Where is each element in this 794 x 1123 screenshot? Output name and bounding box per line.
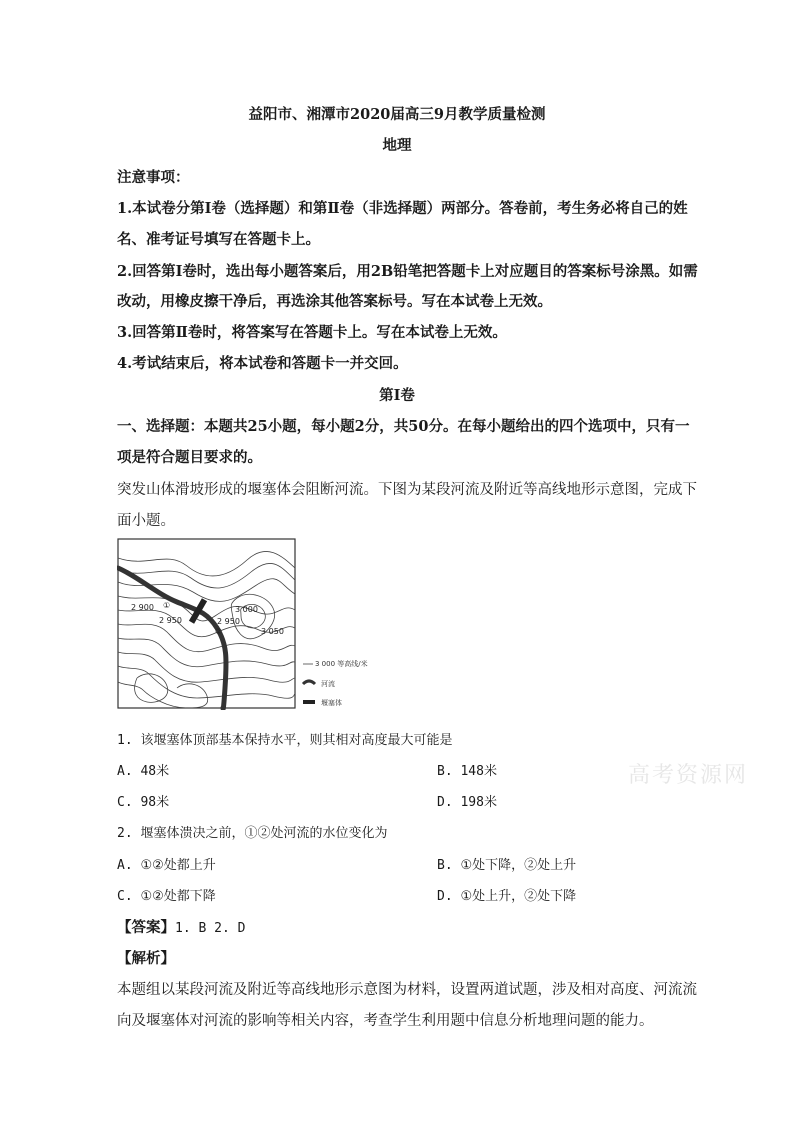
point-marker-2: ② xyxy=(215,627,223,636)
exam-title: 益阳市、湘潭市2020届高三9月教学质量检测 xyxy=(248,106,546,123)
question-stem: 2. 堰塞体溃决之前，①②处河流的水位变化为 xyxy=(117,826,388,841)
point-marker-1: ① xyxy=(163,601,171,610)
contour-label: 3 000 xyxy=(235,605,258,614)
legend-dam-label: 堰塞体 xyxy=(321,699,342,707)
contour-map-figure xyxy=(117,538,417,710)
question-option: B. ①处下降，②处上升 xyxy=(437,858,577,873)
question-option: D. ①处上升，②处下降 xyxy=(437,889,577,904)
answer-text: 1. B 2. D xyxy=(175,921,246,936)
contour-label: 2 950 xyxy=(217,617,240,626)
legend-river-label: 河流 xyxy=(321,680,335,688)
question-stem: 1. 该堰塞体顶部基本保持水平，则其相对高度最大可能是 xyxy=(117,733,453,748)
analysis-text: 向及堰塞体对河流的影响等相关内容，考查学生利用题中信息分析地理问题的能力。 xyxy=(117,1013,654,1029)
notice-line: 4.考试结束后，将本试卷和答题卡一并交回。 xyxy=(117,355,408,372)
notice-line: 改动，用橡皮擦干净后，再选涂其他答案标号。写在本试卷上无效。 xyxy=(117,293,552,310)
notice-line: 1.本试卷分第Ⅰ卷（选择题）和第Ⅱ卷（非选择题）两部分。答卷前，考生务必将自己的姓 xyxy=(117,200,688,217)
analysis-label: 【解析】 xyxy=(117,950,175,967)
intro-text: 面小题。 xyxy=(117,513,175,529)
question-option: D. 198米 xyxy=(437,795,497,810)
question-option: C. 98米 xyxy=(117,795,170,810)
part-one-instructions: 一、选择题：本题共25小题，每小题2分，共50分。在每小题给出的四个选项中，只有一 xyxy=(117,418,690,435)
contour-line xyxy=(118,652,295,682)
answer-row xyxy=(117,916,245,937)
contour-line xyxy=(118,682,187,708)
notice-line: 2.回答第Ⅰ卷时，选出每小题答案后，用2B铅笔把答题卡上对应题目的答案标号涂黑。如需 xyxy=(117,263,698,280)
contour-line xyxy=(118,666,295,698)
question-option: B. 148米 xyxy=(437,764,497,779)
contour-map-svg xyxy=(117,538,417,710)
legend-contour-label: 3 000 等高线/米 xyxy=(315,660,368,668)
map-legend xyxy=(303,659,368,707)
answer-label: 【答案】 xyxy=(117,919,175,936)
legend-river-swatch xyxy=(303,681,315,684)
analysis-text: 本题组以某段河流及附近等高线地形示意图为材料，设置两道试题，涉及相对高度、河流流 xyxy=(117,982,697,998)
contour-lines xyxy=(118,539,295,708)
contour-line xyxy=(118,638,295,667)
notice-heading: 注意事项： xyxy=(117,169,190,186)
contour-label: 2 900 xyxy=(131,603,154,612)
watermark: 高考资源网 xyxy=(628,763,749,788)
intro-text: 突发山体滑坡形成的堰塞体会阻断河流。下图为某段河流及附近等高线地形示意图，完成下 xyxy=(117,482,697,498)
legend-dam-swatch xyxy=(303,700,315,704)
contour-label: 3 050 xyxy=(261,627,284,636)
notice-line: 3.回答第Ⅱ卷时，将答案写在答题卡上。写在本试卷上无效。 xyxy=(117,324,507,341)
question-option: C. ①②处都下降 xyxy=(117,889,216,904)
contour-label: 2 950 xyxy=(159,616,182,625)
notice-line: 名、准考证号填写在答题卡上。 xyxy=(117,231,320,248)
subject-title: 地理 xyxy=(382,137,412,154)
section-title: 第Ⅰ卷 xyxy=(379,387,415,404)
question-option: A. ①②处都上升 xyxy=(117,858,216,873)
map-frame xyxy=(118,539,295,708)
question-option: A. 48米 xyxy=(117,764,170,779)
part-one-instructions: 项是符合题目要求的。 xyxy=(117,449,262,466)
